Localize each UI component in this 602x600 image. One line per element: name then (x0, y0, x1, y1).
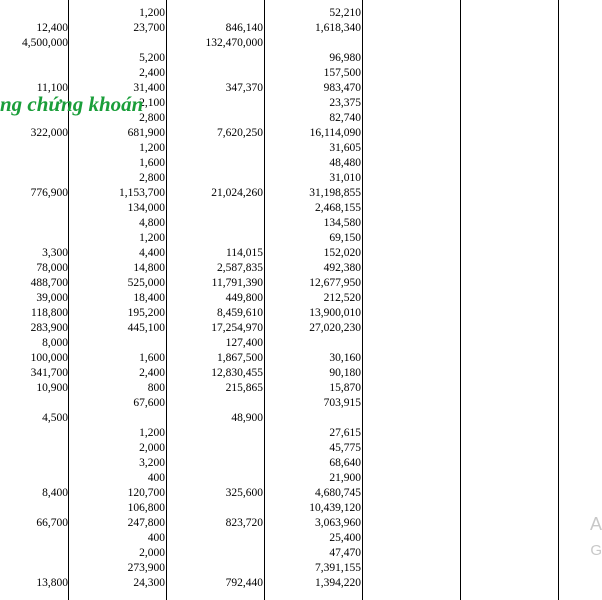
table-cell: 823,720 (225, 517, 263, 529)
table-cell: 776,900 (30, 187, 68, 199)
table-cell (168, 456, 263, 471)
table-row (0, 516, 600, 531)
table-cell: 15,870 (329, 382, 361, 394)
table-cell: 400 (147, 532, 165, 544)
table-cell: 5,200 (139, 52, 165, 64)
table-cell (266, 36, 361, 51)
table-cell: 96,980 (329, 52, 361, 64)
table-cell (168, 201, 263, 216)
table-row (0, 306, 600, 321)
table-cell: 39,000 (36, 292, 68, 304)
table-cell: 2,400 (139, 367, 165, 379)
table-row (0, 6, 600, 21)
table-cell: 283,900 (30, 322, 68, 334)
table-cell: 68,640 (329, 457, 361, 469)
table-cell (168, 441, 263, 456)
table-cell: 118,800 (31, 307, 68, 319)
table-cell: 23,375 (329, 97, 361, 109)
table-cell: 1,200 (139, 7, 165, 19)
table-row (0, 216, 600, 231)
table-cell: 1,200 (139, 232, 165, 244)
table-cell: 132,470,000 (205, 37, 263, 49)
table-cell (168, 141, 263, 156)
table-row (0, 246, 600, 261)
table-cell: 341,700 (30, 367, 68, 379)
table-cell: 4,800 (139, 217, 165, 229)
table-row (0, 51, 600, 66)
table-cell: 2,800 (139, 172, 165, 184)
table-row (0, 201, 600, 216)
table-cell: 247,800 (127, 517, 165, 529)
table-cell: 800 (147, 382, 165, 394)
table-row (0, 186, 600, 201)
table-cell: 31,010 (329, 172, 361, 184)
table-cell: 16,114,090 (309, 127, 361, 139)
table-cell (0, 201, 68, 216)
table-cell (168, 546, 263, 561)
table-row (0, 381, 600, 396)
table-row (0, 411, 600, 426)
table-cell: 78,000 (36, 262, 68, 274)
table-row (0, 561, 600, 576)
table-cell: 31,400 (133, 82, 165, 94)
table-cell: 347,370 (225, 82, 263, 94)
table-cell (168, 111, 263, 126)
table-cell (168, 171, 263, 186)
table-cell: 48,900 (231, 412, 263, 424)
table-cell: 4,400 (139, 247, 165, 259)
table-cell (0, 561, 68, 576)
table-row (0, 36, 600, 51)
table-cell: 2,400 (139, 67, 165, 79)
table-row (0, 126, 600, 141)
table-cell: 23,700 (133, 22, 165, 34)
table-cell: 11,791,390 (211, 277, 263, 289)
table-row (0, 396, 600, 411)
table-cell: 703,915 (323, 397, 361, 409)
table-row (0, 471, 600, 486)
table-cell: 212,520 (323, 292, 361, 304)
table-cell: 100,000 (30, 352, 68, 364)
table-cell: 792,440 (225, 577, 263, 589)
table-cell (0, 51, 68, 66)
table-cell (0, 141, 68, 156)
table-cell (168, 426, 263, 441)
table-cell: 7,391,155 (315, 562, 361, 574)
corner-letter: A (589, 514, 602, 534)
table-cell: 4,500 (42, 412, 68, 424)
table-cell (168, 471, 263, 486)
table-cell: 31,198,855 (309, 187, 361, 199)
table-cell: 106,800 (127, 502, 165, 514)
table-cell: 681,900 (127, 127, 165, 139)
table-cell (0, 396, 68, 411)
table-row (0, 576, 600, 591)
table-cell: 1,600 (139, 352, 165, 364)
table-cell: 12,677,950 (309, 277, 361, 289)
table-cell: 157,500 (323, 67, 361, 79)
table-cell (0, 501, 68, 516)
table-cell: 66,700 (36, 517, 68, 529)
table-cell: 4,680,745 (315, 487, 361, 499)
table-cell: 12,830,455 (211, 367, 263, 379)
table-row (0, 171, 600, 186)
table-cell (266, 411, 361, 426)
table-cell: 14,800 (133, 262, 165, 274)
table-cell: 2,000 (139, 442, 165, 454)
table-row (0, 351, 600, 366)
table-cell: 445,100 (127, 322, 165, 334)
table-cell: 4,500,000 (22, 37, 68, 49)
table-cell (0, 156, 68, 171)
table-cell: 82,740 (329, 112, 361, 124)
table-row (0, 366, 600, 381)
table-row (0, 486, 600, 501)
table-cell: 3,063,960 (315, 517, 361, 529)
table-cell (0, 6, 68, 21)
table-cell: 525,000 (127, 277, 165, 289)
table-cell: 31,605 (329, 142, 361, 154)
table-cell: 11,100 (36, 82, 68, 94)
table-cell: 12,400 (36, 22, 68, 34)
table-cell: 449,800 (225, 292, 263, 304)
table-cell: 24,300 (133, 577, 165, 589)
table-cell: 90,180 (329, 367, 361, 379)
table-row (0, 231, 600, 246)
table-cell (168, 531, 263, 546)
table-cell: 846,140 (225, 22, 263, 34)
table-cell: 400 (147, 472, 165, 484)
table-cell: 134,000 (127, 202, 165, 214)
table-cell: 1,618,340 (315, 22, 361, 34)
table-cell: 1,394,220 (315, 577, 361, 589)
table-cell (0, 216, 68, 231)
table-cell: 47,470 (329, 547, 361, 559)
table-cell: 2,587,835 (217, 262, 263, 274)
table-row (0, 426, 600, 441)
table-cell: 10,900 (36, 382, 68, 394)
table-row (0, 141, 600, 156)
table-cell: 325,600 (225, 487, 263, 499)
table-row (0, 66, 600, 81)
table-cell: 48,480 (329, 157, 361, 169)
table-cell: 127,400 (225, 337, 263, 349)
table-cell (266, 336, 361, 351)
table-cell: 27,020,230 (309, 322, 361, 334)
table-cell: 983,470 (323, 82, 361, 94)
table-cell: 27,615 (329, 427, 361, 439)
table-cell: 18,400 (133, 292, 165, 304)
table-cell (168, 231, 263, 246)
table-cell (70, 411, 165, 426)
table-row (0, 276, 600, 291)
table-row (0, 441, 600, 456)
table-cell: 2,100 (139, 97, 165, 109)
table-cell (0, 471, 68, 486)
table-cell: 273,900 (127, 562, 165, 574)
table-cell: 8,400 (42, 487, 68, 499)
table-cell: 2,000 (139, 547, 165, 559)
table-cell (168, 66, 263, 81)
table-cell (0, 441, 68, 456)
table-cell (0, 531, 68, 546)
table-cell: 13,900,010 (309, 307, 361, 319)
table-row (0, 321, 600, 336)
table-cell: 8,459,610 (217, 307, 263, 319)
corner-letter: G (590, 542, 602, 559)
table-cell: 3,200 (139, 457, 165, 469)
table-cell: 120,700 (127, 487, 165, 499)
table-cell: 10,439,120 (309, 502, 361, 514)
table-cell: 2,468,155 (315, 202, 361, 214)
table-cell (168, 561, 263, 576)
table-cell (0, 66, 68, 81)
table-cell (0, 546, 68, 561)
table-cell: 1,600 (139, 157, 165, 169)
table-cell: 21,024,260 (211, 187, 263, 199)
table-cell: 67,600 (133, 397, 165, 409)
table-row (0, 21, 600, 36)
table-cell: 45,775 (329, 442, 361, 454)
table-cell: 195,200 (127, 307, 165, 319)
table-cell (0, 426, 68, 441)
table-cell: 69,150 (329, 232, 361, 244)
table-cell: 1,153,700 (119, 187, 165, 199)
table-cell: 1,200 (139, 142, 165, 154)
table-cell: 152,020 (323, 247, 361, 259)
table-row (0, 501, 600, 516)
table-cell: 1,200 (139, 427, 165, 439)
table-cell: 322,000 (30, 127, 68, 139)
table-cell: 134,580 (323, 217, 361, 229)
table-cell (0, 231, 68, 246)
table-cell: 52,210 (329, 7, 361, 19)
table-cell: 2,800 (139, 112, 165, 124)
table-cell: 492,380 (323, 262, 361, 274)
table-cell: 13,800 (36, 577, 68, 589)
table-cell (168, 396, 263, 411)
table-cell: 488,700 (30, 277, 68, 289)
table-cell (0, 171, 68, 186)
table-row (0, 531, 600, 546)
table-row (0, 156, 600, 171)
table-row (0, 261, 600, 276)
table-row (0, 456, 600, 471)
table-cell: 17,254,970 (211, 322, 263, 334)
table-cell: 8,000 (42, 337, 68, 349)
table-cell: 25,400 (329, 532, 361, 544)
table-cell: 7,620,250 (217, 127, 263, 139)
table-cell (168, 96, 263, 111)
table-cell (168, 501, 263, 516)
table-cell (168, 51, 263, 66)
table-row (0, 336, 600, 351)
table-cell (168, 6, 263, 21)
table-cell: 30,160 (329, 352, 361, 364)
table-cell: 215,865 (225, 382, 263, 394)
table-cell (70, 336, 165, 351)
table-cell (70, 36, 165, 51)
table-cell: 21,900 (329, 472, 361, 484)
table-cell (168, 156, 263, 171)
watermark-text: ng chứng khoán (0, 92, 144, 116)
table-cell (168, 216, 263, 231)
table-cell: 3,300 (42, 247, 68, 259)
table-row (0, 291, 600, 306)
table-cell: 1,867,500 (217, 352, 263, 364)
table-cell: 114,015 (226, 247, 263, 259)
table-cell (0, 456, 68, 471)
table-row (0, 546, 600, 561)
